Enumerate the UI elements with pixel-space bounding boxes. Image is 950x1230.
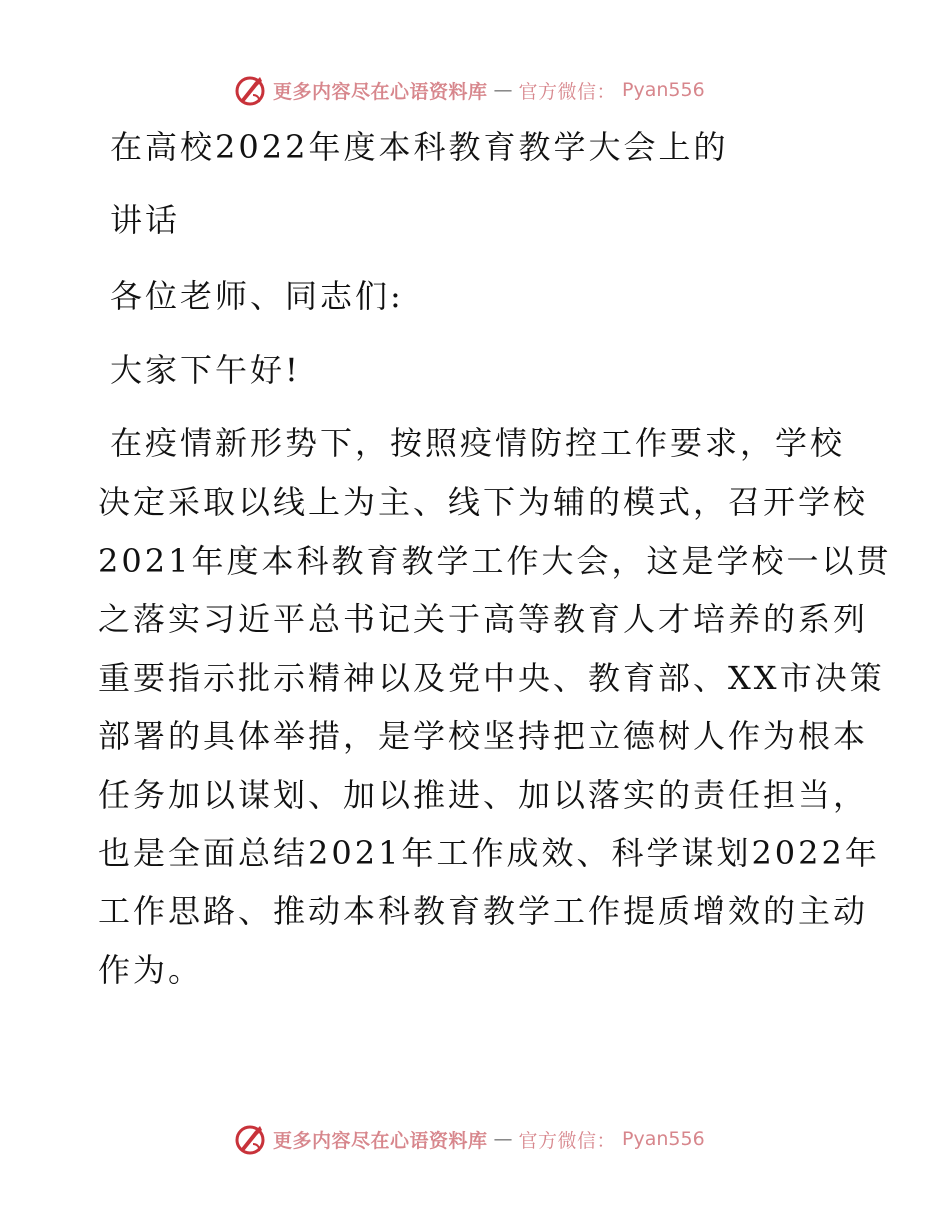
watermark-banner-top [233, 73, 705, 107]
salutation: 各位老师、同志们: [110, 277, 404, 315]
title-line-1: 在高校2022年度本科教育教学大会上的 [110, 128, 729, 166]
watermark-text: 更多内容尽在心语资料库 [273, 80, 488, 103]
paragraph-line: 作为。 [98, 951, 204, 989]
watermark-banner-bottom [233, 1122, 705, 1156]
wechat-id: Pyan556 [622, 79, 705, 101]
wechat-label: 官方微信： [518, 1129, 617, 1152]
paragraph-line: 2021年度本科教育教学工作大会，这是学校一以贯 [98, 542, 892, 580]
paragraph-line: 任务加以谋划、加以推进、加以落实的责任担当， [98, 776, 869, 814]
watermark-separator: — [493, 1128, 513, 1150]
title-line-2: 讲话 [110, 201, 181, 239]
paragraph-line: 也是全面总结2021年工作成效、科学谋划2022年 [98, 834, 880, 872]
watermark-text: 更多内容尽在心语资料库 [273, 1129, 488, 1152]
greeting: 大家下午好! [110, 351, 301, 389]
wechat-label: 官方微信： [518, 80, 617, 103]
quill-logo-icon [233, 1122, 267, 1156]
paragraph-line: 工作思路、推动本科教育教学工作提质增效的主动 [98, 892, 869, 930]
paragraph-line: 重要指示批示精神以及党中央、教育部、XX市决策 [98, 659, 885, 697]
watermark-separator: — [493, 79, 513, 101]
paragraph-line: 决定采取以线上为主、线下为辅的模式，召开学校 [98, 483, 869, 521]
paragraph-line: 部署的具体举措，是学校坚持把立德树人作为根本 [98, 717, 869, 755]
paragraph-line: 在疫情新形势下，按照疫情防控工作要求，学校 [110, 424, 846, 462]
paragraph-line: 之落实习近平总书记关于高等教育人才培养的系列 [98, 600, 869, 638]
wechat-id: Pyan556 [622, 1128, 705, 1150]
quill-logo-icon [233, 73, 267, 107]
